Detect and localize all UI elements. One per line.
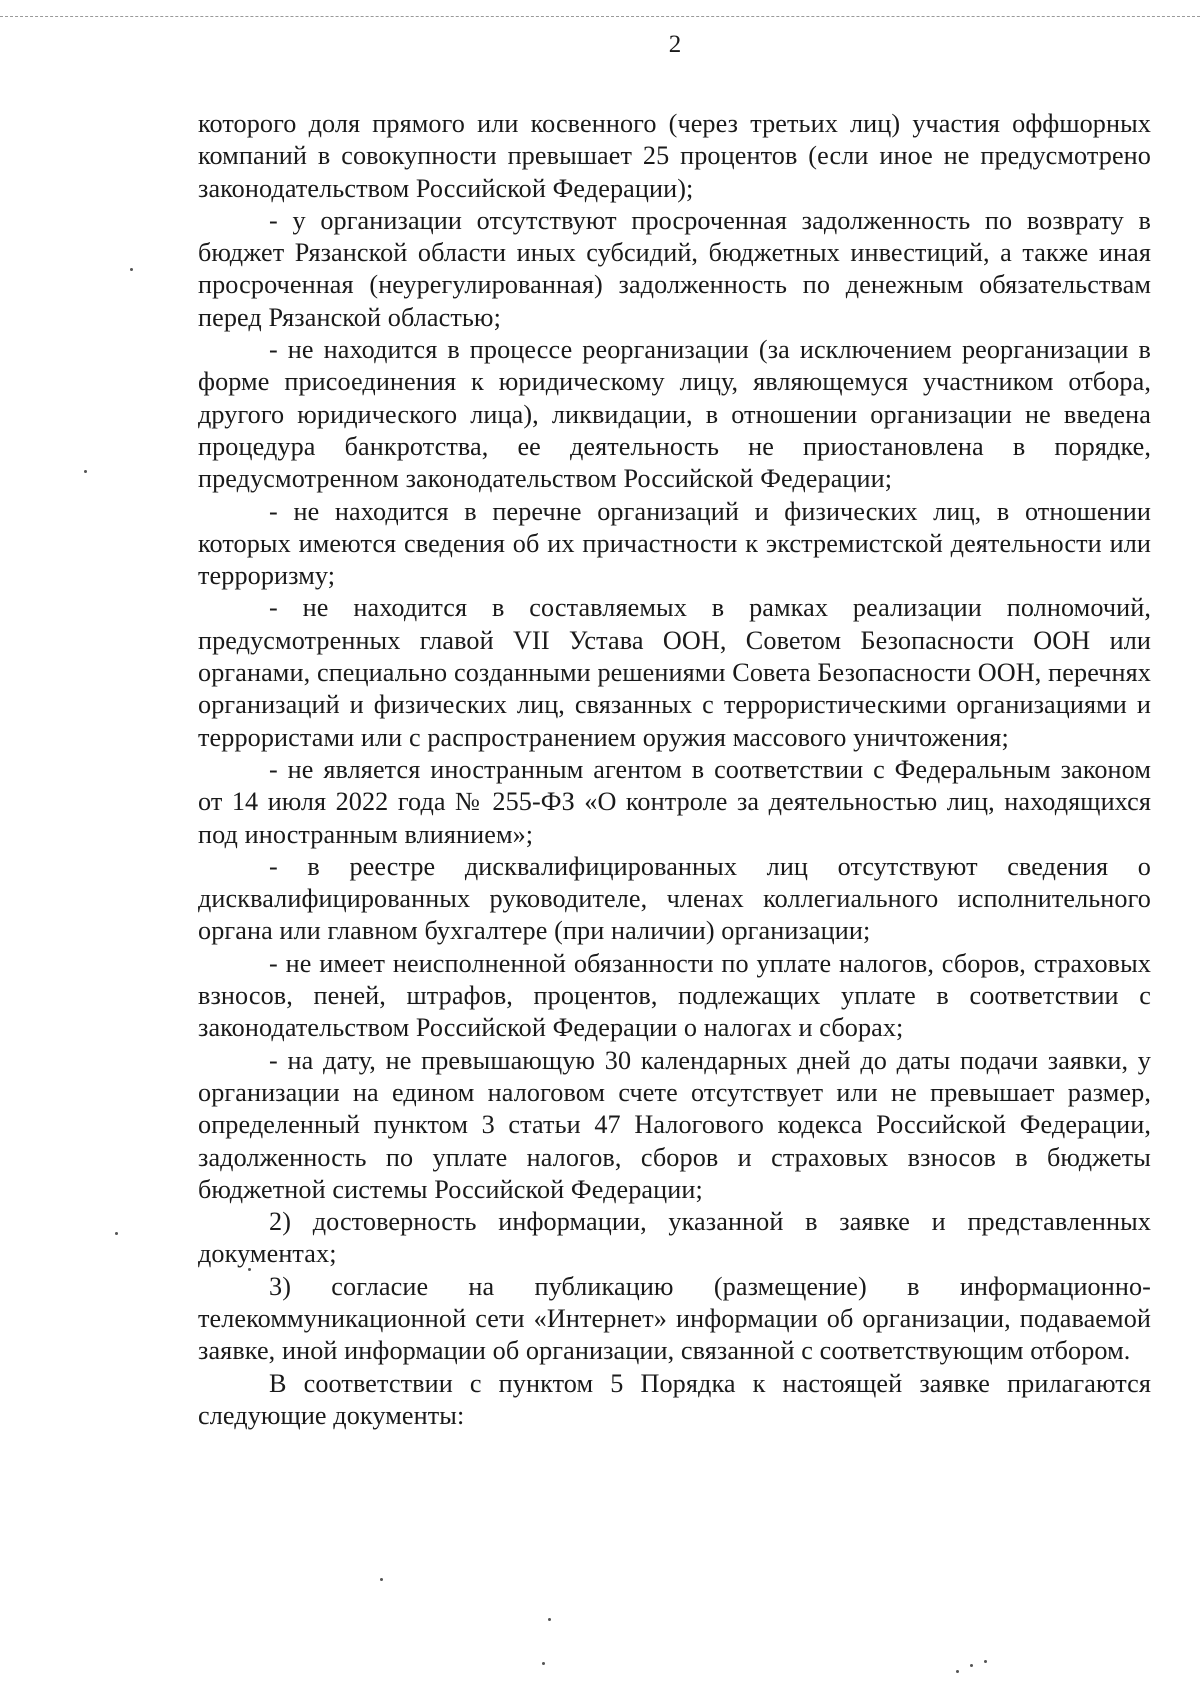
scan-speck: [380, 1578, 383, 1581]
scan-speck: [115, 1232, 118, 1235]
paragraph-not-extremist-list: - не находится в перечне организаций и физических лиц, в отношении которых имеются сведения об их причастности к экстремистской деятельности или терроризму;: [198, 496, 1151, 591]
paragraph-no-overdue-debt: - у организации отсутствуют просроченная задолженность по возврату в бюджет Рязанской области иных субсидий, бюджетных инвестиций, а также иная просроченная (неурегулированная) задолженность по денежным обязательствам перед Рязанской областью;: [198, 205, 1151, 332]
document-body: [198, 108, 1151, 1432]
paragraph-no-tax-obligations: - не имеет неисполненной обязанности по уплате налогов, сборов, страховых взносов, пеней, штрафов, процентов, подлежащих уплате в соответствии с законодательством Российской Федерации о налогах и сборах;: [198, 948, 1151, 1043]
scan-speck: [548, 1618, 551, 1621]
paragraph-attached-documents: В соответствии с пунктом 5 Порядка к настоящей заявке прилагаются следующие документы:: [198, 1368, 1151, 1430]
scan-speck: [984, 1660, 987, 1663]
page-number: 2: [668, 31, 682, 58]
scan-speck: [956, 1670, 959, 1673]
scan-speck: [248, 1268, 251, 1271]
scan-speck: [542, 1662, 545, 1665]
paragraph-tax-account-debt: - на дату, не превышающую 30 календарных дней до даты подачи заявки, у организации на едином налоговом счете отсутствует или не превышает размер, определенный пунктом 3 статьи 47 Налогового кодекса Российской Федерации, задолженность по уплате налогов, сборов и страховых взносов в бюджеты бюджетной системы Российской Федерации;: [198, 1045, 1151, 1204]
scan-speck: [970, 1664, 973, 1667]
paragraph-no-reorganization: - не находится в процессе реорганизации (за исключением реорганизации в форме присоединения к юридическому лицу, являющемуся участником отбора, другого юридического лица), ликвидации, в отношении организации не введена процедура банкротства, ее деятельность не приостановлена в порядке, предусмотренном законодательством Российской Федерации;: [198, 335, 1151, 494]
paragraph-publication-consent: 3) согласие на публикацию (размещение) в информационно-телекоммуникационной сети «Интернет» информации об организации, подаваемой заявке, иной информации об организации, связанной с соответствующим отбором.: [198, 1271, 1151, 1366]
paragraph-continuation: которого доля прямого или косвенного (через третьих лиц) участия оффшорных компаний в совокупности превышает 25 процентов (если иное не предусмотрено законодательством Российской Федерации);: [198, 109, 1151, 203]
paragraph-no-disqualified-persons: - в реестре дисквалифицированных лиц отсутствуют сведения о дисквалифицированных руководителе, членах коллегиального исполнительного органа или главном бухгалтере (при наличии) организации;: [198, 851, 1151, 946]
paragraph-not-un-list: - не находится в составляемых в рамках реализации полномочий, предусмотренных главой VII Устава ООН, Советом Безопасности ООН или органами, специально созданными решениями Совета Безопасности ООН, перечнях организаций и физических лиц, связанных с террористическими организациями и террористами или с распространением оружия массового уничтожения;: [198, 593, 1151, 752]
scan-top-edge: [0, 16, 1200, 20]
paragraph-not-foreign-agent: - не является иностранным агентом в соответствии с Федеральным законом от 14 июля 2022 года № 255-ФЗ «О контроле за деятельностью лиц, находящихся под иностранным влиянием»;: [198, 754, 1151, 849]
paragraph-information-accuracy: 2) достоверность информации, указанной в заявке и представленных документах;: [198, 1207, 1151, 1269]
scan-speck: [130, 268, 133, 271]
scan-speck: [84, 470, 87, 473]
